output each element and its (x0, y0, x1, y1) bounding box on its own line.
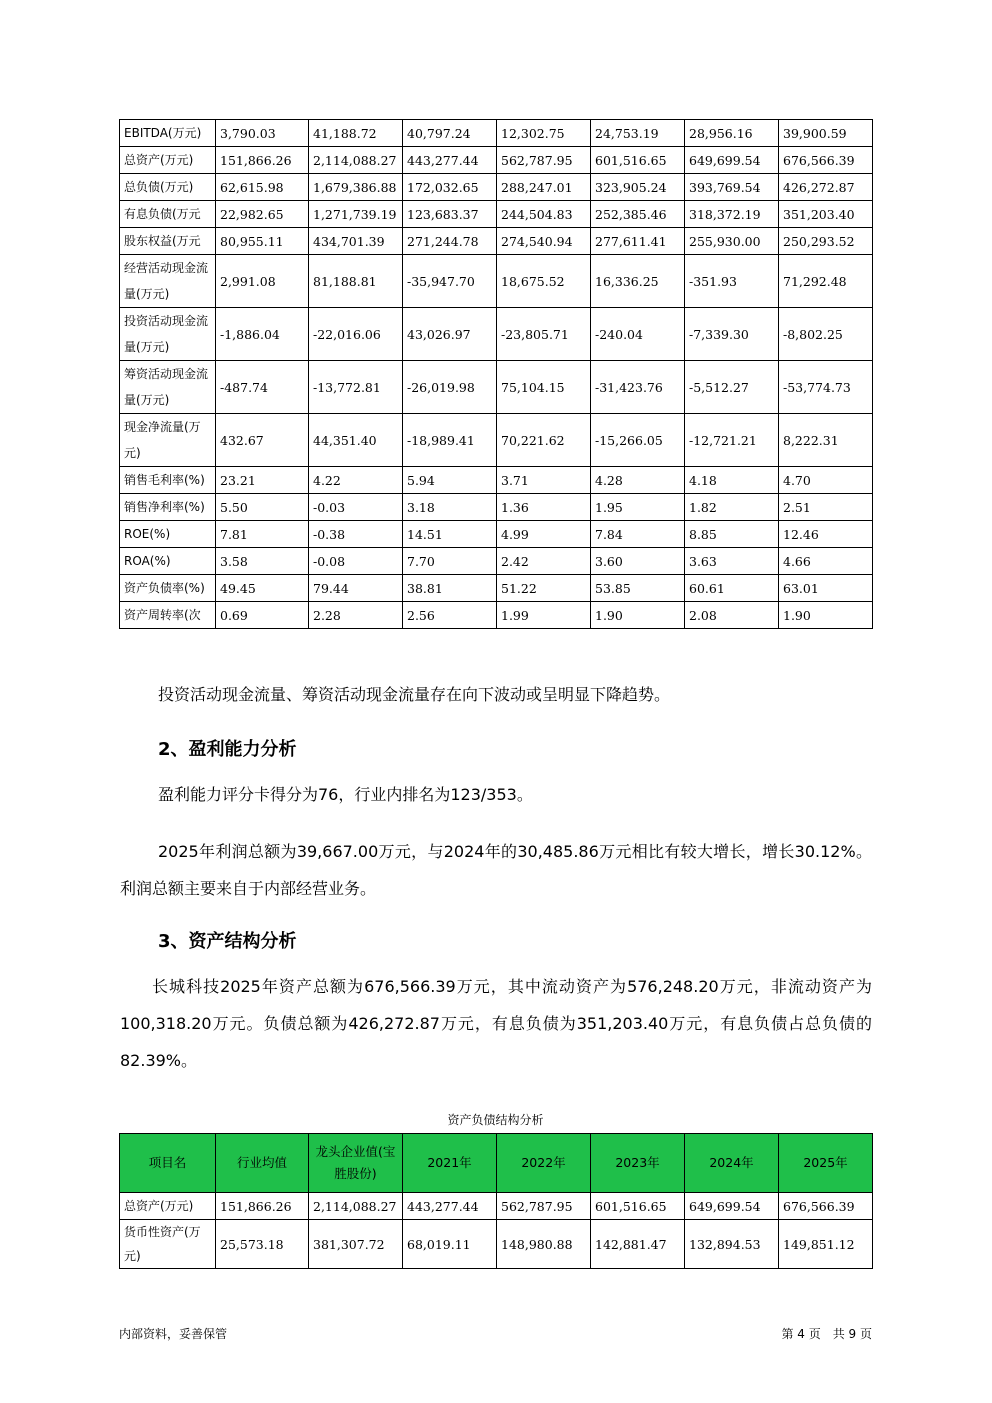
table-row (120, 228, 873, 255)
table-cell: 22,982.65 (216, 201, 309, 228)
table-row (120, 255, 873, 308)
table-cell: 18,675.52 (497, 255, 591, 308)
table-cell: 4.18 (685, 467, 779, 494)
table-cell: -15,266.05 (591, 414, 685, 467)
table-cell: -1,886.04 (216, 308, 309, 361)
table-header-row (120, 1134, 873, 1193)
table-cell: -5,512.27 (685, 361, 779, 414)
row-label: 总资产(万元) (120, 147, 216, 174)
table-cell: 271,244.78 (403, 228, 497, 255)
table-cell: 601,516.65 (591, 147, 685, 174)
section-heading-profitability: 2、盈利能力分析 (158, 739, 297, 760)
footer-confidential: 内部资料，妥善保管 (119, 1327, 228, 1341)
table-cell: 75,104.15 (497, 361, 591, 414)
row-label: 现金净流量(万元) (120, 414, 216, 467)
table-cell: 8.85 (685, 521, 779, 548)
table-cell: 12.46 (779, 521, 873, 548)
row-label: ROE(%) (120, 521, 216, 548)
table-cell: 676,566.39 (779, 1193, 873, 1220)
table-cell: 68,019.11 (403, 1220, 497, 1269)
table-row (120, 147, 873, 174)
table-cell: 8,222.31 (779, 414, 873, 467)
table-cell: -53,774.73 (779, 361, 873, 414)
table-cell: 562,787.95 (497, 1193, 591, 1220)
table-cell: 43,026.97 (403, 308, 497, 361)
column-header: 2025年 (779, 1134, 873, 1193)
row-label: 筹资活动现金流量(万元) (120, 361, 216, 414)
table-cell: 80,955.11 (216, 228, 309, 255)
asset-detail-text: 长城科技2025年资产总额为676,566.39万元，其中流动资产为576,248.20万元，非流动资产为100,318.20万元。负债总额为426,272.87万元，有息负债为351,203.40万元，有息负债占总负债的82.39%。 (120, 977, 872, 1070)
asset-structure-table (119, 1133, 873, 1269)
table-cell: 274,540.94 (497, 228, 591, 255)
table-cell: 7.81 (216, 521, 309, 548)
table-cell: 2.28 (309, 602, 403, 629)
table-row (120, 548, 873, 575)
financial-metrics-table (119, 119, 873, 629)
column-header: 项目名 (120, 1134, 216, 1193)
table-cell: -31,423.76 (591, 361, 685, 414)
table-cell: 443,277.44 (403, 147, 497, 174)
row-label: 总负债(万元) (120, 174, 216, 201)
table-cell: 4.99 (497, 521, 591, 548)
table-row (120, 1220, 873, 1269)
table-cell: 2.42 (497, 548, 591, 575)
table-cell: 149,851.12 (779, 1220, 873, 1269)
table-cell: 60.61 (685, 575, 779, 602)
table-cell: 4.70 (779, 467, 873, 494)
table-cell: 649,699.54 (685, 1193, 779, 1220)
table-cell: 2,114,088.27 (309, 1193, 403, 1220)
table-row (120, 1193, 873, 1220)
table-cell: 151,866.26 (216, 1193, 309, 1220)
table-row (120, 494, 873, 521)
table-cell: 434,701.39 (309, 228, 403, 255)
table-cell: 3.60 (591, 548, 685, 575)
row-label: EBITDA(万元) (120, 120, 216, 147)
table-cell: 649,699.54 (685, 147, 779, 174)
table-cell: 38.81 (403, 575, 497, 602)
column-header: 2021年 (403, 1134, 497, 1193)
row-label: ROA(%) (120, 548, 216, 575)
table-cell: 2.56 (403, 602, 497, 629)
footer-page-number: 第 4 页 共 9 页 (781, 1327, 872, 1341)
trend-sentence: 投资活动现金流量、筹资活动现金流量存在向下波动或呈明显下降趋势。 (158, 685, 671, 704)
table-cell: 2,114,088.27 (309, 147, 403, 174)
table-cell: 4.66 (779, 548, 873, 575)
profit-detail-text: 2025年利润总额为39,667.00万元，与2024年的30,485.86万元相比有较大增长，增长30.12%。利润总额主要来自于内部经营业务。 (120, 842, 872, 898)
table-cell: 24,753.19 (591, 120, 685, 147)
table-cell: 351,203.40 (779, 201, 873, 228)
table-cell: 4.22 (309, 467, 403, 494)
table-row (120, 361, 873, 414)
table-cell: 676,566.39 (779, 147, 873, 174)
table-cell: 426,272.87 (779, 174, 873, 201)
table-cell: 41,188.72 (309, 120, 403, 147)
table-cell: -13,772.81 (309, 361, 403, 414)
row-label: 股东权益(万元 (120, 228, 216, 255)
table-cell: 0.69 (216, 602, 309, 629)
row-label: 资产负债率(%) (120, 575, 216, 602)
row-label: 有息负债(万元 (120, 201, 216, 228)
row-label: 投资活动现金流量(万元) (120, 308, 216, 361)
table-cell: 49.45 (216, 575, 309, 602)
table-cell: 172,032.65 (403, 174, 497, 201)
table-cell: 277,611.41 (591, 228, 685, 255)
table-row (120, 575, 873, 602)
table-cell: 25,573.18 (216, 1220, 309, 1269)
table-caption: 资产负债结构分析 (447, 1113, 544, 1127)
row-label: 经营活动现金流量(万元) (120, 255, 216, 308)
profit-score-text: 盈利能力评分卡得分为76，行业内排名为123/353。 (158, 785, 533, 804)
table-cell: 2,991.08 (216, 255, 309, 308)
row-label: 资产周转率(次 (120, 602, 216, 629)
table-cell: -351.93 (685, 255, 779, 308)
column-header: 龙头企业值(宝胜股份) (309, 1134, 403, 1193)
table-cell: 244,504.83 (497, 201, 591, 228)
column-header: 2023年 (591, 1134, 685, 1193)
table-cell: 318,372.19 (685, 201, 779, 228)
table-cell: -0.08 (309, 548, 403, 575)
table-cell: 7.84 (591, 521, 685, 548)
table-row (120, 467, 873, 494)
table-cell: 62,615.98 (216, 174, 309, 201)
column-header: 行业均值 (216, 1134, 309, 1193)
table-cell: -18,989.41 (403, 414, 497, 467)
table-cell: -240.04 (591, 308, 685, 361)
table-cell: 51.22 (497, 575, 591, 602)
table-cell: -26,019.98 (403, 361, 497, 414)
column-header: 2022年 (497, 1134, 591, 1193)
table-cell: 1,271,739.19 (309, 201, 403, 228)
table-cell: 28,956.16 (685, 120, 779, 147)
table-cell: -12,721.21 (685, 414, 779, 467)
table-cell: 252,385.46 (591, 201, 685, 228)
table-row (120, 201, 873, 228)
table-cell: 70,221.62 (497, 414, 591, 467)
table-row (120, 414, 873, 467)
table-cell: 1,679,386.88 (309, 174, 403, 201)
table-cell: 3.18 (403, 494, 497, 521)
table-cell: 81,188.81 (309, 255, 403, 308)
table-cell: 79.44 (309, 575, 403, 602)
table-cell: 12,302.75 (497, 120, 591, 147)
table-cell: 250,293.52 (779, 228, 873, 255)
table-cell: 562,787.95 (497, 147, 591, 174)
table-row (120, 602, 873, 629)
table-cell: 7.70 (403, 548, 497, 575)
row-label: 货币性资产(万元) (120, 1220, 216, 1269)
table-cell: 53.85 (591, 575, 685, 602)
table-cell: 23.21 (216, 467, 309, 494)
table-cell: 16,336.25 (591, 255, 685, 308)
table-row (120, 521, 873, 548)
table-cell: 3.58 (216, 548, 309, 575)
table-cell: -0.38 (309, 521, 403, 548)
table-cell: 432.67 (216, 414, 309, 467)
table-cell: 4.28 (591, 467, 685, 494)
table-cell: 142,881.47 (591, 1220, 685, 1269)
table-cell: 601,516.65 (591, 1193, 685, 1220)
table-cell: 443,277.44 (403, 1193, 497, 1220)
table-row (120, 120, 873, 147)
row-label: 总资产(万元) (120, 1193, 216, 1220)
table-cell: 393,769.54 (685, 174, 779, 201)
table-cell: 3.71 (497, 467, 591, 494)
table-cell: 3,790.03 (216, 120, 309, 147)
table-cell: 44,351.40 (309, 414, 403, 467)
row-label: 销售毛利率(%) (120, 467, 216, 494)
table-cell: 14.51 (403, 521, 497, 548)
table-cell: 1.82 (685, 494, 779, 521)
table-cell: 1.90 (779, 602, 873, 629)
table-cell: 5.50 (216, 494, 309, 521)
table-cell: 63.01 (779, 575, 873, 602)
table-cell: 2.51 (779, 494, 873, 521)
table-cell: 5.94 (403, 467, 497, 494)
table-cell: 123,683.37 (403, 201, 497, 228)
section-heading-asset-structure: 3、资产结构分析 (158, 931, 297, 952)
table-cell: -35,947.70 (403, 255, 497, 308)
table-cell: 255,930.00 (685, 228, 779, 255)
table-cell: -487.74 (216, 361, 309, 414)
table-cell: 3.63 (685, 548, 779, 575)
table-cell: -22,016.06 (309, 308, 403, 361)
column-header: 2024年 (685, 1134, 779, 1193)
table-cell: 132,894.53 (685, 1220, 779, 1269)
table-cell: 39,900.59 (779, 120, 873, 147)
table-cell: -0.03 (309, 494, 403, 521)
table-cell: 323,905.24 (591, 174, 685, 201)
table-cell: 1.36 (497, 494, 591, 521)
table-cell: 1.95 (591, 494, 685, 521)
table-cell: 40,797.24 (403, 120, 497, 147)
table-cell: -8,802.25 (779, 308, 873, 361)
row-label: 销售净利率(%) (120, 494, 216, 521)
table-cell: 1.90 (591, 602, 685, 629)
table-cell: 2.08 (685, 602, 779, 629)
table-cell: 151,866.26 (216, 147, 309, 174)
table-row (120, 308, 873, 361)
table-cell: 71,292.48 (779, 255, 873, 308)
table-cell: -23,805.71 (497, 308, 591, 361)
table-cell: 381,307.72 (309, 1220, 403, 1269)
table-cell: -7,339.30 (685, 308, 779, 361)
table-cell: 288,247.01 (497, 174, 591, 201)
table-row (120, 174, 873, 201)
table-cell: 1.99 (497, 602, 591, 629)
table-cell: 148,980.88 (497, 1220, 591, 1269)
